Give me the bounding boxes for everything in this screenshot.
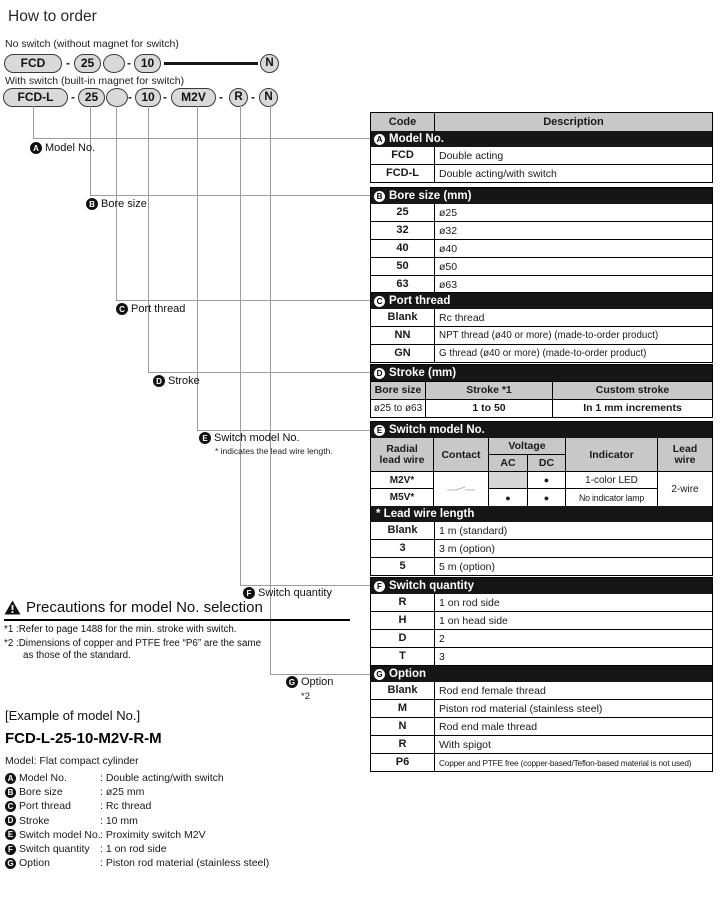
code-cell: 32	[371, 222, 435, 239]
section-header-lead-wire-length	[371, 506, 712, 522]
example-item	[5, 814, 269, 828]
radial-lead-wire-header	[371, 438, 434, 472]
badge-c: C	[5, 801, 16, 812]
callout-label: Option	[301, 676, 334, 688]
table-column-header	[371, 113, 712, 131]
example-item	[5, 799, 269, 813]
table-row	[371, 221, 712, 239]
example-item-label: Bore size	[19, 786, 63, 799]
header-line: lead wire	[379, 453, 425, 466]
callout-label: Bore size	[101, 198, 147, 210]
description-cell: Rod end female thread	[439, 684, 546, 697]
table-row	[371, 275, 712, 293]
stroke-pill: 10	[135, 88, 161, 107]
table-row	[371, 682, 712, 699]
dash: -	[251, 90, 255, 104]
code-cell: 50	[371, 258, 435, 275]
stroke-bore-range: ø25 to ø63	[371, 400, 426, 417]
badge-b: B	[374, 191, 385, 202]
callout-label: Switch quantity	[258, 587, 332, 599]
callout-model-no	[30, 142, 95, 154]
description-cell: Rod end male thread	[439, 720, 538, 733]
section-title: Bore size (mm)	[389, 190, 472, 202]
code-cell: T	[371, 648, 435, 665]
table-row	[371, 257, 712, 275]
code-cell: Blank	[371, 682, 435, 699]
table-block-stroke	[370, 364, 713, 418]
model-code-pill-fcdl: FCD-L	[3, 88, 68, 107]
port-thread-blank-circle	[103, 54, 125, 73]
section-title: Stroke (mm)	[389, 367, 457, 379]
precautions-title: Precautions for model No. selection	[26, 599, 263, 616]
table-row	[371, 753, 712, 771]
stroke-col-header: Bore size	[371, 382, 426, 399]
code-cell: D	[371, 630, 435, 647]
description-cell: 1 on rod side	[439, 596, 500, 609]
m5v-indicator-cell: No indicator lamp	[566, 489, 658, 506]
dc-header: DC	[528, 455, 566, 472]
section-rows	[371, 147, 712, 182]
lead-wire-value: 2-wire	[658, 472, 712, 506]
indicator-header: Indicator	[566, 438, 658, 472]
description-cell: Rc thread	[439, 311, 485, 324]
section-rows	[371, 682, 712, 771]
example-model-code: FCD-L-25-10-M2V-R-M	[5, 730, 162, 747]
callout-option	[286, 676, 333, 688]
table-row	[371, 647, 712, 665]
precautions-heading	[4, 599, 350, 621]
badge-f: F	[374, 581, 385, 592]
description-cell: 3	[439, 650, 445, 663]
example-section	[5, 708, 269, 870]
badge-d: D	[374, 368, 385, 379]
badge-g: G	[286, 676, 298, 688]
badge-a: A	[374, 134, 385, 145]
example-item-label: Switch model No.	[19, 828, 101, 841]
header-line: Lead	[672, 442, 698, 455]
badge-c: C	[116, 303, 128, 315]
dash: -	[127, 56, 131, 70]
description-cell: NPT thread (ø40 or more) (made-to-order product)	[439, 330, 659, 341]
table-row	[371, 539, 712, 557]
section-header-switch-quantity	[371, 578, 712, 594]
badge-d: D	[153, 375, 165, 387]
code-cell: Blank	[371, 522, 435, 539]
section-header-option	[371, 666, 712, 682]
table-block-switch-model	[370, 421, 713, 576]
connector-line	[148, 106, 149, 372]
callout-label: Port thread	[131, 303, 186, 315]
no-switch-row-label: No switch (without magnet for switch)	[5, 38, 179, 50]
stroke-data-row	[371, 399, 712, 417]
stroke-header-row	[371, 381, 712, 399]
code-column-header: Code	[371, 113, 435, 131]
section-rows	[371, 204, 712, 293]
section-rows	[371, 594, 712, 665]
switch-model-m5v: M5V*	[371, 489, 434, 506]
stroke-pill: 10	[134, 54, 161, 73]
connector-line	[197, 430, 370, 431]
bore-size-pill: 25	[78, 88, 105, 107]
code-cell: NN	[371, 327, 435, 344]
table-row	[371, 326, 712, 344]
code-cell: H	[371, 612, 435, 629]
callout-label: Model No.	[45, 142, 96, 154]
description-column-header: Description	[543, 116, 604, 128]
badge-f: F	[5, 844, 16, 855]
code-cell: 5	[371, 558, 435, 575]
option-footnote-ref: *2	[301, 691, 310, 702]
custom-stroke: In 1 mm increments	[583, 402, 682, 414]
code-cell: 25	[371, 204, 435, 221]
header-line: wire	[674, 453, 696, 466]
connector-line	[270, 674, 370, 675]
example-item-value: : ø25 mm	[100, 786, 145, 799]
example-model-name: Model: Flat compact cylinder	[5, 755, 139, 767]
example-item	[5, 842, 269, 856]
table-row	[371, 344, 712, 362]
callout-switch-model	[199, 432, 300, 444]
example-item-label: Switch quantity	[19, 843, 90, 856]
badge-d: D	[5, 815, 16, 826]
m2v-dc-cell: ●	[528, 472, 566, 489]
callout-label: Stroke	[168, 375, 200, 387]
callout-switch-quantity	[243, 587, 332, 599]
section-title: * Lead wire length	[376, 508, 475, 520]
section-title: Port thread	[389, 295, 451, 307]
connector-line	[33, 138, 370, 139]
stroke-col-header: Custom stroke	[553, 382, 712, 399]
code-cell: P6	[371, 754, 435, 771]
badge-g: G	[5, 858, 16, 869]
section-title: Option	[389, 668, 427, 680]
example-item-value: : Proximity switch M2V	[100, 828, 206, 841]
description-cell: 3 m (option)	[439, 542, 496, 555]
table-row	[371, 699, 712, 717]
callout-label: Switch model No.	[214, 432, 300, 444]
warning-icon	[4, 600, 21, 615]
callout-stroke	[153, 375, 200, 387]
example-item-value: : Rc thread	[100, 800, 152, 813]
table-block-model-no	[370, 112, 713, 183]
section-header-model-no	[371, 131, 712, 147]
table-row	[371, 557, 712, 575]
option-circle-n: N	[259, 88, 278, 107]
example-item	[5, 856, 269, 870]
code-cell: M	[371, 700, 435, 717]
badge-b: B	[86, 198, 98, 210]
connector-line	[240, 106, 241, 585]
connector-line	[240, 585, 370, 586]
footnote-2-continued: as those of the standard.	[23, 650, 131, 661]
section-rows	[371, 309, 712, 362]
description-cell: Double acting/with switch	[439, 167, 557, 180]
example-item-label: Option	[19, 857, 50, 870]
connector-line	[148, 372, 370, 373]
dash: -	[163, 90, 167, 104]
table-row	[371, 735, 712, 753]
table-row	[371, 204, 712, 221]
example-item-value: : 1 on rod side	[100, 843, 167, 856]
callout-bore-size	[86, 198, 147, 210]
description-cell: 5 m (option)	[439, 560, 496, 573]
description-cell: Double acting	[439, 149, 504, 162]
contact-header: Contact	[434, 438, 489, 472]
connector-line	[33, 106, 34, 138]
example-item-value: : 10 mm	[100, 814, 138, 827]
table-row	[371, 239, 712, 257]
example-item	[5, 828, 269, 842]
example-item-label: Model No.	[19, 772, 67, 785]
callout-port-thread	[116, 303, 185, 315]
port-thread-blank-circle	[106, 88, 128, 107]
section-title: Model No.	[389, 133, 444, 145]
table-block-option	[370, 665, 713, 772]
section-rows	[371, 522, 712, 575]
table-row	[371, 629, 712, 647]
bore-size-pill: 25	[74, 54, 101, 73]
with-switch-row-label: With switch (built-in magnet for switch)	[5, 75, 185, 87]
badge-e: E	[5, 829, 16, 840]
description-cell: ø50	[439, 260, 458, 273]
badge-a: A	[30, 142, 42, 154]
footnote-1: *1 :Refer to page 1488 for the min. stroke with switch.	[4, 624, 237, 635]
code-cell: N	[371, 718, 435, 735]
code-cell: Blank	[371, 309, 435, 326]
code-cell: FCD-L	[371, 165, 435, 182]
example-item-value: : Double acting/with switch	[100, 772, 224, 785]
lead-wire-note: * indicates the lead wire length.	[215, 446, 333, 456]
table-row	[371, 309, 712, 326]
table-row	[371, 594, 712, 611]
switch-model-pill: M2V	[171, 88, 216, 107]
code-cell: 3	[371, 540, 435, 557]
table-row	[371, 164, 712, 182]
m5v-dc-cell: ●	[528, 489, 566, 506]
section-header-bore-size	[371, 188, 712, 204]
description-cell: ø40	[439, 242, 458, 255]
table-row	[371, 611, 712, 629]
description-cell: Piston rod material (stainless steel)	[439, 702, 603, 715]
badge-e: E	[199, 432, 211, 444]
description-cell: 1 m (standard)	[439, 524, 508, 537]
description-cell: ø32	[439, 224, 458, 237]
section-header-port-thread	[371, 293, 712, 309]
section-header-switch-model	[371, 422, 712, 438]
table-row	[371, 147, 712, 164]
table-block-switch-quantity	[370, 577, 713, 666]
description-cell: ø25	[439, 206, 458, 219]
ac-header: AC	[489, 455, 528, 472]
description-cell: 2	[439, 632, 445, 645]
code-cell: R	[371, 736, 435, 753]
connector-line	[116, 300, 370, 301]
voltage-header: Voltage	[489, 438, 566, 455]
example-item-label: Stroke	[19, 814, 50, 827]
model-code-pill-fcd: FCD	[4, 54, 62, 73]
badge-f: F	[243, 587, 255, 599]
code-cell: FCD	[371, 147, 435, 164]
example-item-label: Port thread	[19, 800, 71, 813]
reed-contact-symbol	[434, 472, 489, 506]
table-row	[371, 717, 712, 735]
connector-line	[90, 195, 370, 196]
description-cell: With spigot	[439, 738, 491, 751]
dash: -	[128, 90, 132, 104]
badge-a: A	[5, 773, 16, 784]
m2v-indicator-cell: 1-color LED	[566, 472, 658, 489]
badge-e: E	[374, 425, 385, 436]
example-item-value: : Piston rod material (stainless steel)	[100, 857, 270, 870]
example-item-list	[5, 771, 269, 870]
code-cell: R	[371, 594, 435, 611]
m5v-ac-cell: ●	[489, 489, 528, 506]
example-title: [Example of model No.]	[5, 708, 141, 723]
description-cell: Copper and PTFE free (copper-based/Teflon-based material is not used)	[439, 757, 692, 768]
section-title: Switch model No.	[389, 424, 485, 436]
footnote-2: *2 :Dimensions of copper and PTFE free “P6” are the same	[4, 638, 262, 649]
code-cell: GN	[371, 345, 435, 362]
stroke-range: 1 to 50	[426, 400, 553, 417]
description-cell: ø63	[439, 278, 458, 291]
badge-g: G	[374, 669, 385, 680]
dash: -	[219, 90, 223, 104]
switch-model-table	[371, 438, 712, 506]
description-cell: 1 on head side	[439, 614, 508, 627]
switch-quantity-circle-r: R	[229, 88, 248, 107]
precautions-section	[4, 599, 350, 661]
code-cell: 63	[371, 276, 435, 293]
switch-model-m2v: M2V*	[371, 472, 434, 489]
table-block-bore-size	[370, 187, 713, 294]
badge-b: B	[5, 787, 16, 798]
table-block-port-thread	[370, 292, 713, 363]
section-title: Switch quantity	[389, 580, 474, 592]
section-header-stroke	[371, 365, 712, 381]
page-title: How to order	[8, 8, 97, 25]
header-line: Radial	[386, 442, 418, 455]
table-row	[371, 522, 712, 539]
code-cell: 40	[371, 240, 435, 257]
example-item	[5, 785, 269, 799]
m2v-ac-cell	[489, 472, 528, 489]
lead-wire-header	[658, 438, 712, 472]
option-circle-n: N	[260, 54, 279, 73]
dash: -	[71, 90, 75, 104]
stroke-col-header: Stroke *1	[426, 382, 553, 399]
badge-c: C	[374, 296, 385, 307]
connector-rule	[164, 62, 258, 65]
dash: -	[66, 56, 70, 70]
description-cell: G thread (ø40 or more) (made-to-order product)	[439, 348, 647, 359]
example-item	[5, 771, 269, 785]
